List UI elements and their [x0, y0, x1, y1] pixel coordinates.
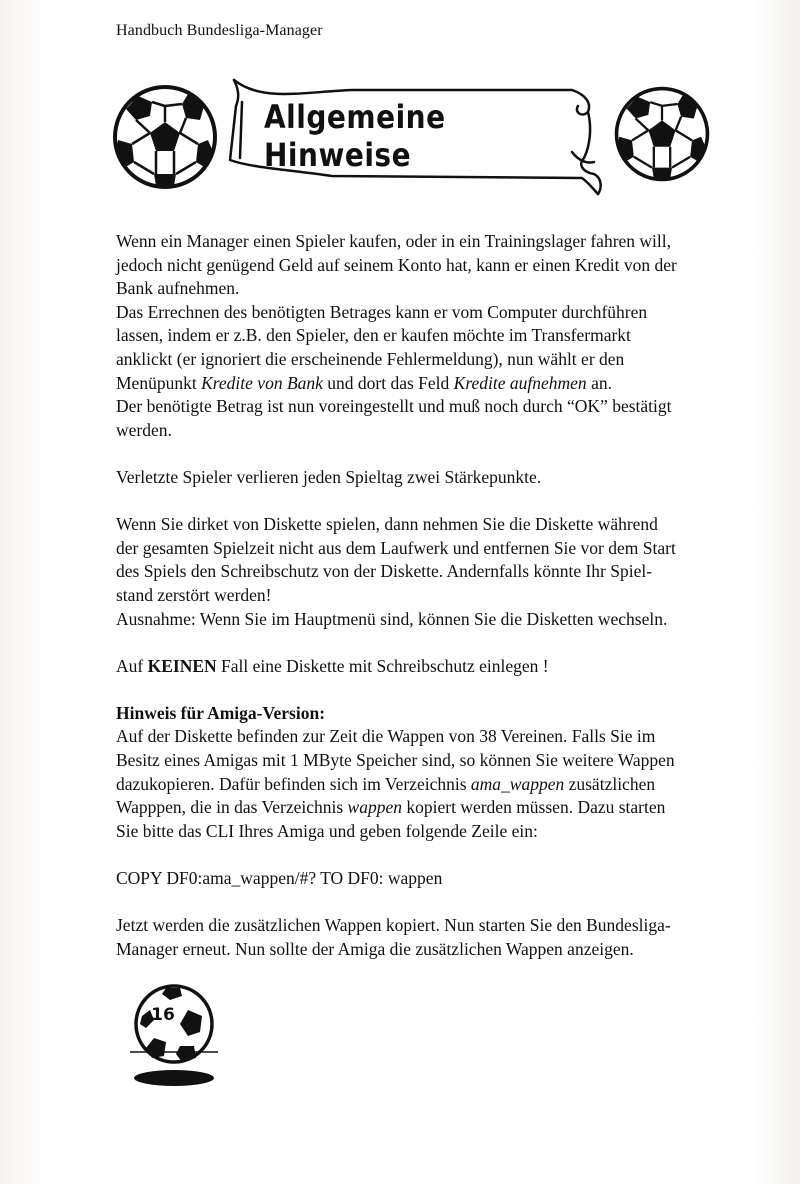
section-title: Allgemeine Hinweise [264, 98, 446, 174]
menu-term: Kredite von Bank [201, 372, 323, 393]
text-line: Auf der Diskette befinden zur Zeit die Wappen von 38 Vereinen. Falls Sie im [116, 726, 656, 747]
soccer-ball-icon [110, 82, 220, 192]
text-line: jedoch nicht genügend Geld auf seinem Konto hat, kann er einen Kredit von der [116, 254, 677, 275]
text-line: Jetzt werden die zusätzlichen Wappen kopiert. Nun starten Sie den Bundesliga- [116, 915, 671, 936]
paragraph-diskette [116, 513, 730, 631]
paragraph-conclusion [116, 914, 730, 961]
page-number: 16 [151, 1005, 175, 1025]
text-line: stand zerstört werden! [116, 584, 272, 605]
text-line: Ausnahme: Wenn Sie im Hauptmenü sind, können Sie die Disketten wechseln. [116, 608, 668, 629]
text-line: Manager erneut. Nun sollte der Amiga die zusätzlichen Wappen anzeigen. [116, 938, 634, 959]
paragraph-amiga [116, 702, 730, 844]
text-line: dazukopieren. Dafür befinden sich im Verzeichnis ama_wappen zusätzlichen [116, 773, 656, 794]
text-line: lassen, indem er z.B. den Spieler, den er kaufen möchte im Transfermarkt [116, 325, 631, 346]
text-line: Das Errechnen des benötigten Betrages kann er vom Computer durchführen [116, 301, 648, 322]
command-line: COPY DF0:ama_wappen/#? TO DF0: wappen [116, 868, 443, 889]
paragraph-credit [116, 230, 730, 442]
text-line: des Spiels den Schreibschutz von der Diskette. Andernfalls könnte Ihr Spiel- [116, 561, 653, 582]
text-line: werden. [116, 419, 172, 440]
soccer-ball-icon [612, 84, 712, 184]
text-line: Sie bitte das CLI Ihres Amiga und geben folgende Zeile ein: [116, 820, 538, 841]
paragraph-injured: Verletzte Spieler verlieren jeden Spieltag zwei Stärkepunkte. [116, 466, 542, 487]
emphasis: KEINEN [147, 655, 217, 676]
text-line: Wenn ein Manager einen Spieler kaufen, oder in ein Trainingslager fahren will, [116, 231, 672, 251]
text-line: der gesamten Spielzeit nicht aus dem Laufwerk und entfernen Sie vor dem Start [116, 537, 676, 558]
menu-term: Kredite aufnehmen [453, 372, 587, 393]
paragraph-warning: Auf KEINEN Fall eine Diskette mit Schreibschutz einlegen ! [116, 655, 549, 676]
text-line: Wapppen, die in das Verzeichnis wappen kopiert werden müssen. Dazu starten [116, 797, 666, 818]
text-line: Der benötigte Betrag ist nun voreingestellt und muß noch durch “OK” bestätigt [116, 396, 672, 417]
body-text [116, 230, 730, 961]
text-line: Wenn Sie dirket von Diskette spielen, dann nehmen Sie die Diskette während [116, 514, 658, 535]
text-line: anklickt (er ignoriert die erscheinende Fehlermeldung), nun wählt er den [116, 348, 625, 369]
page-number-ball-icon [130, 980, 218, 1090]
text-line: Besitz eines Amigas mit 1 MByte Speicher sind, so können Sie weitere Wappen [116, 750, 675, 771]
text-line: Bank aufnehmen. [116, 278, 240, 299]
directory-name: wappen [347, 797, 402, 818]
text-line: Menüpunkt Kredite von Bank und dort das Feld Kredite aufnehmen an. [116, 372, 612, 393]
directory-name: ama_wappen [470, 773, 565, 794]
running-head: Handbuch Bundesliga-Manager [116, 22, 323, 39]
subheading: Hinweis für Amiga-Version: [116, 702, 326, 723]
